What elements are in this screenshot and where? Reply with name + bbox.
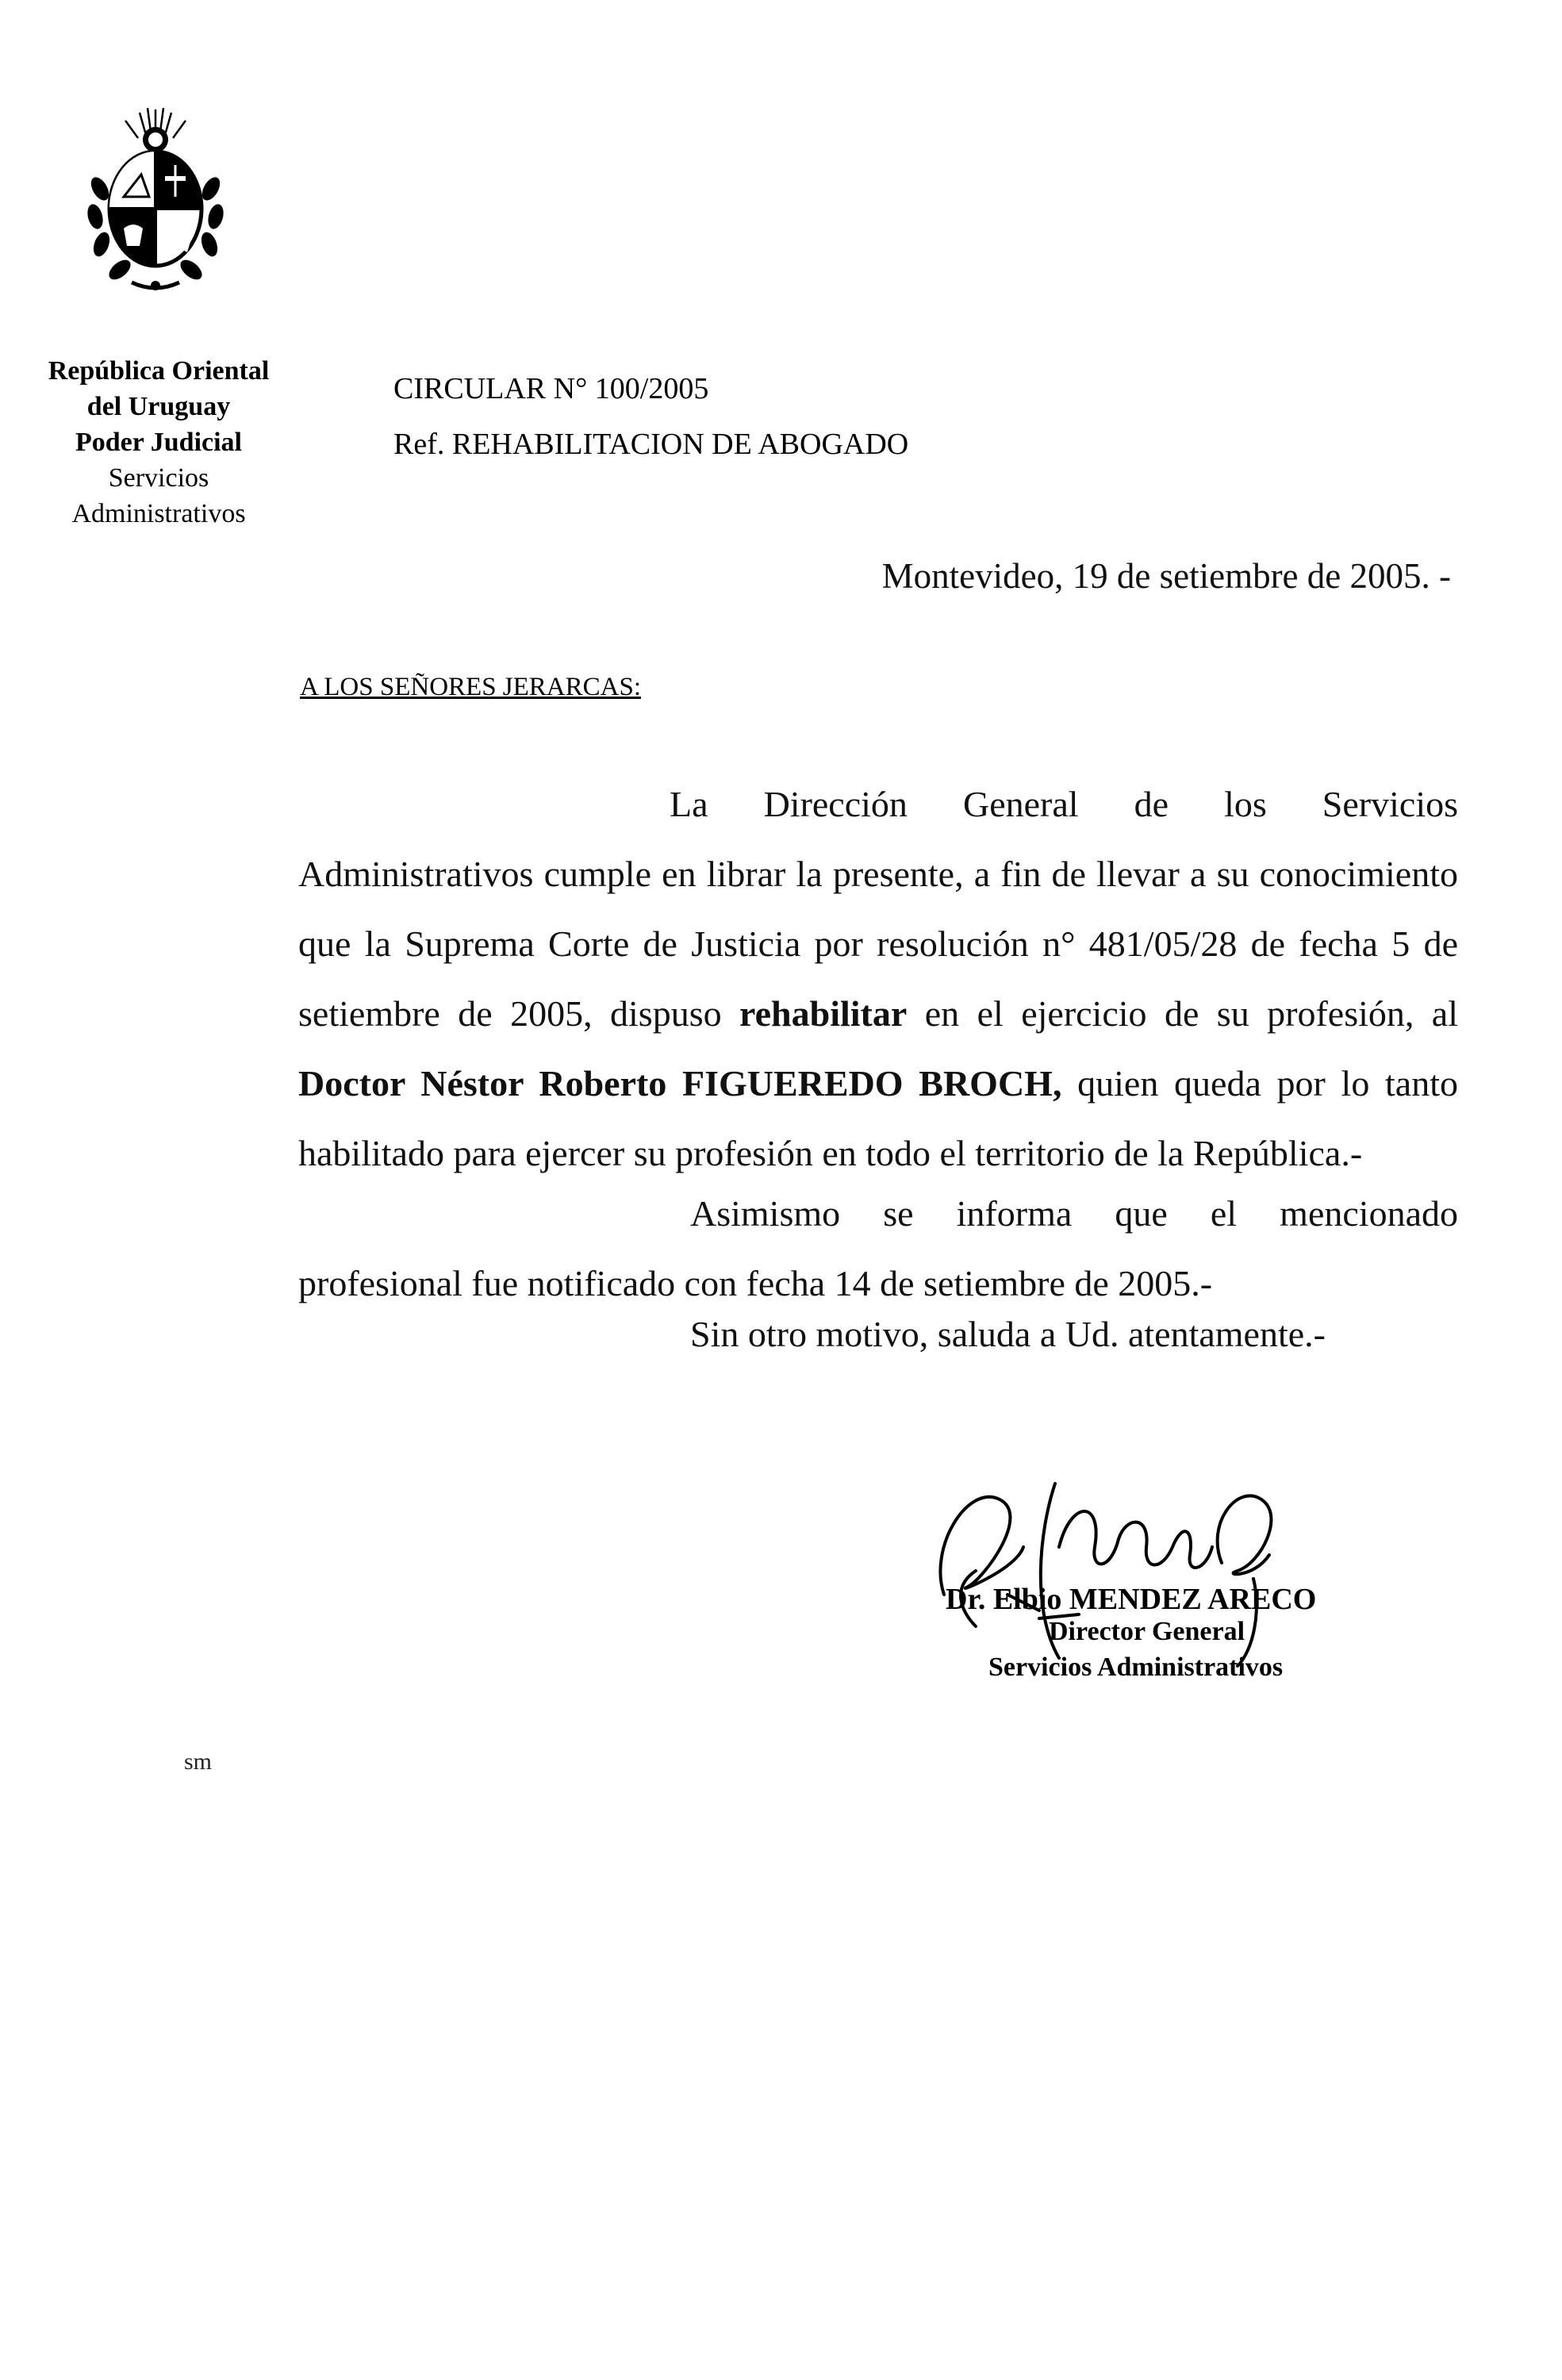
coat-of-arms-icon (76, 102, 235, 300)
body-paragraph-3: Sin otro motivo, saluda a Ud. atentamente.- (690, 1314, 1326, 1354)
addressee: A LOS SEÑORES JERARCAS: (300, 673, 642, 701)
p1-text-c: en el ejercicio de su profesión, al (907, 993, 1459, 1034)
signer-department: Servicios Administrativos (988, 1653, 1284, 1682)
circular-reference: Ref. REHABILITACION DE ABOGADO (393, 428, 909, 461)
sender-block (24, 353, 294, 532)
p1-text-e: quien queda por lo tanto habilitado para ejercer su profesión en todo el territorio de la República.- (298, 1063, 1458, 1173)
circular-number: CIRCULAR N° 100/2005 (393, 372, 709, 405)
document-date: Montevideo, 19 de setiembre de 2005. - (881, 556, 1451, 596)
p1-text-bold-person: Doctor Néstor Roberto FIGUEREDO BROCH, (298, 1063, 1062, 1104)
signer-title: Director General (1049, 1617, 1245, 1646)
p1-text-a: La Dirección General de los Servicios Administrativos cumple en librar la presente, a fin de llevar a su conocimiento que la Suprema Corte de Justicia por resolución n° 481/05/28 de fecha 5 de setiembre de 2005, dispuso (298, 784, 1458, 1034)
p1-text-bold-action: rehabilitar (739, 993, 908, 1034)
body-paragraph-1 (298, 770, 1458, 1188)
sender-line-1: República Oriental (48, 356, 270, 386)
signer-name: Dr. Elbio MENDEZ ARECO (946, 1583, 1317, 1616)
sender-line-5: Administrativos (71, 499, 246, 528)
sender-line-4: Servicios (108, 463, 209, 493)
body-paragraph-2: Asimismo se informa que el mencionado profesional fue notificado con fecha 14 de setiembre de 2005.- (298, 1193, 1458, 1303)
sender-line-2: del Uruguay (86, 392, 231, 421)
typist-initials: sm (184, 1749, 213, 1775)
sender-line-3: Poder Judicial (75, 428, 242, 457)
